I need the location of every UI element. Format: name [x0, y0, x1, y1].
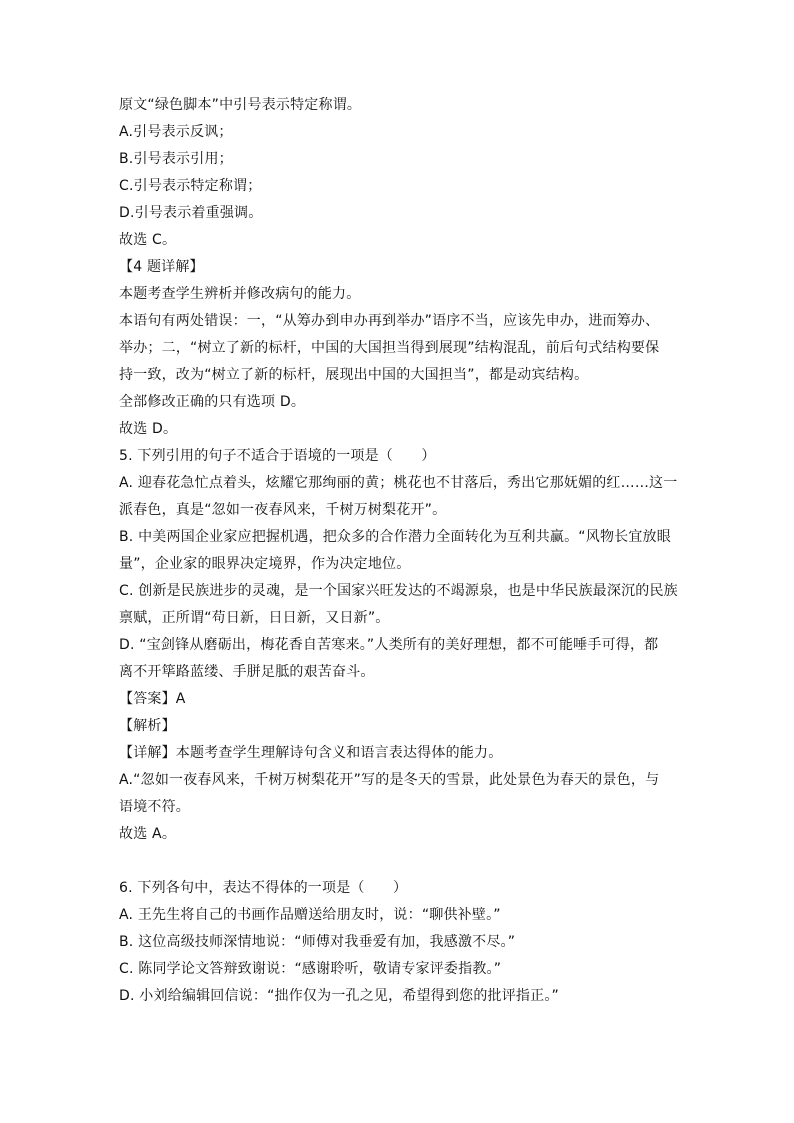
text-line: 本题考查学生辨析并修改病句的能力。	[119, 286, 361, 302]
analysis-text: 语境不符。	[119, 799, 190, 815]
text-line: 持一致，改为“树立了新的标杆，展现出中国的大国担当”，都是动宾结构。	[119, 367, 589, 383]
option-line: B.引号表示引用；	[119, 151, 233, 167]
text-line: 原文“绿色脚本”中引号表示特定称谓。	[119, 97, 362, 113]
question-5-option-d-cont: 离不开筚路蓝缕、手胼足胝的艰苦奋斗。	[119, 664, 375, 680]
answer-choice-line: 故选 D。	[119, 421, 178, 437]
question-5-option-d: D. “宝剑锋从磨砺出，梅花香自苦寒来。”人类所有的美好理想，都不可能唾手可得，都	[119, 637, 659, 653]
text-line: 举办；二，“树立了新的标杆，中国的大国担当得到展现”结构混乱，前后句式结构要保	[119, 340, 660, 356]
option-line: D.引号表示着重强调。	[119, 205, 263, 221]
question-5-option-b-cont: 量”，企业家的眼界决定境界，作为决定地位。	[119, 556, 411, 572]
question-6-stem: 6. 下列各句中，表达不得体的一项是（ ）	[119, 880, 408, 896]
option-line: A.引号表示反讽；	[119, 124, 233, 140]
answer-label: 【答案】A	[119, 691, 186, 707]
text-line: 全部修改正确的只有选项 D。	[119, 394, 306, 410]
option-line: C.引号表示特定称谓；	[119, 178, 262, 194]
analysis-text: A.“忽如一夜春风来，千树万树梨花开”写的是冬天的雪景，此处景色为春天的景色，与	[119, 772, 660, 788]
question-5-stem: 5. 下列引用的句子不适合于语境的一项是（ ）	[119, 448, 436, 464]
section-heading: 【4 题详解】	[119, 259, 204, 275]
question-6-option-b: B. 这位高级技师深情地说：“师傅对我垂爱有加，我感激不尽。”	[119, 934, 516, 950]
question-5-option-a-cont: 派春色，真是“忽如一夜春风来，千树万树梨花开”。	[119, 502, 447, 518]
text-line: 本语句有两处错误：一，“从筹办到申办再到举办”语序不当，应该先申办，进而筹办、	[119, 313, 660, 329]
answer-choice-line: 故选 A。	[119, 826, 177, 842]
analysis-heading: 【解析】	[119, 718, 176, 734]
question-6-option-a: A. 王先生将自己的书画作品赠送给朋友时，说：“聊供补壁。”	[119, 907, 501, 923]
question-5-option-c-cont: 禀赋，正所谓“苟日新，日日新，又日新”。	[119, 610, 390, 626]
analysis-text: 【详解】本题考查学生理解诗句含义和语言表达得体的能力。	[119, 745, 503, 761]
question-5-option-b: B. 中美两国企业家应把握机遇，把众多的合作潜力全面转化为互利共赢。“风物长宜放眼	[119, 529, 671, 545]
question-6-option-d: D. 小刘给编辑回信说：“拙作仅为一孔之见，希望得到您的批评指正。”	[119, 988, 559, 1004]
question-6-option-c: C. 陈同学论文答辩致谢说：“感谢聆听，敬请专家评委指教。”	[119, 961, 502, 977]
answer-choice-line: 故选 C。	[119, 232, 177, 248]
document-page	[119, 92, 679, 1010]
question-5-option-c: C. 创新是民族进步的灵魂，是一个国家兴旺发达的不竭源泉，也是中华民族最深沉的民族	[119, 583, 678, 599]
blank-line	[119, 848, 679, 875]
question-5-option-a: A. 迎春花急忙点着头，炫耀它那绚丽的黄；桃花也不甘落后，秀出它那妩媚的红……这一	[119, 475, 678, 491]
